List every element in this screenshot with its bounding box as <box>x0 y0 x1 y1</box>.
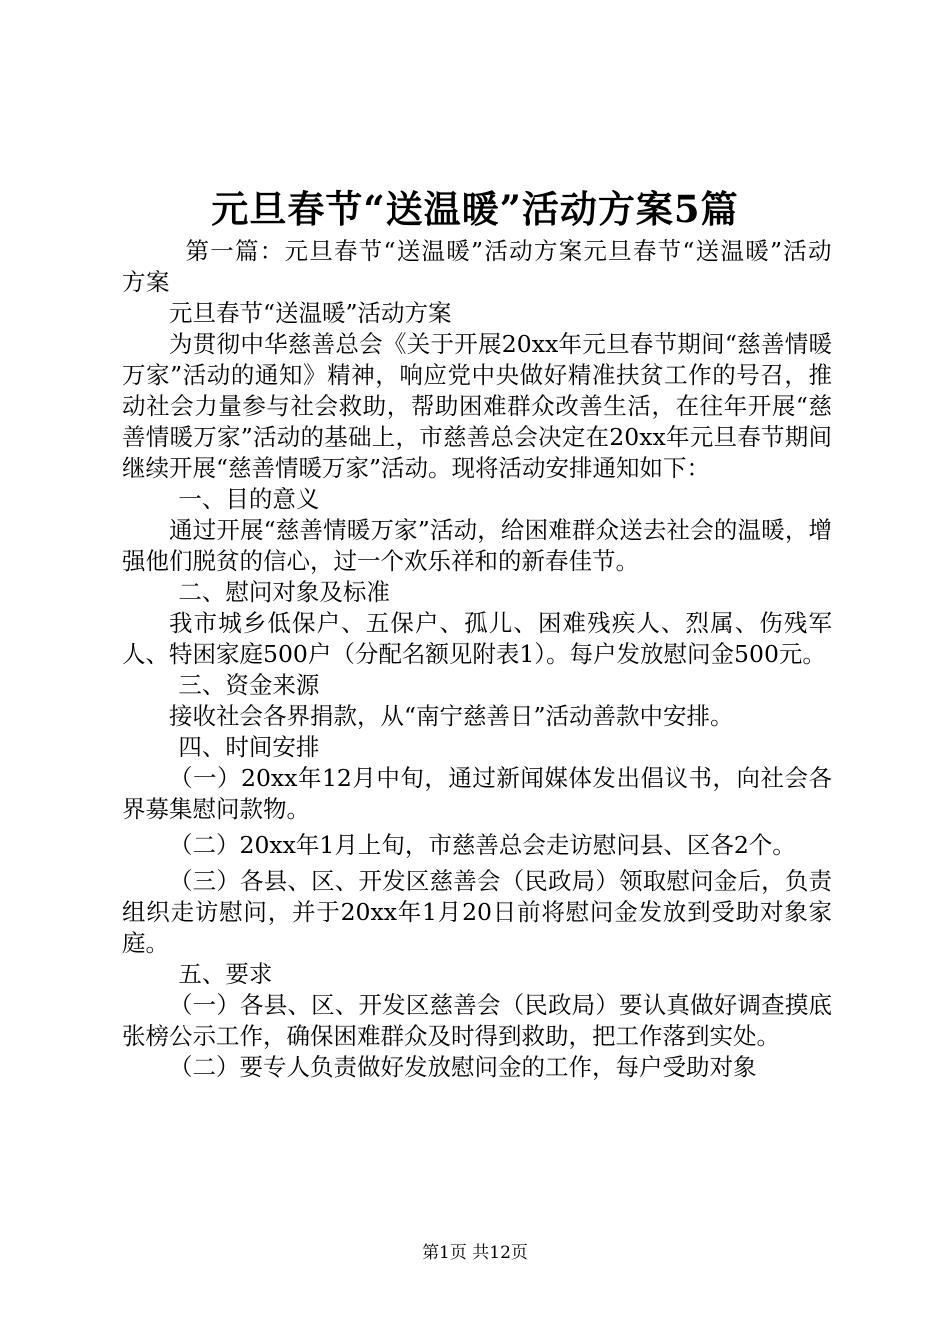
section-heading-targets: 二、慰问对象及标准 <box>178 578 390 606</box>
section-heading-schedule: 四、时间安排 <box>178 733 320 761</box>
paragraph-schedule-2: （二）20xx年1月上旬，市慈善总会走访慰问县、区各2个。 <box>169 831 796 859</box>
paragraph-schedule-1: （一）20xx年12月中旬，通过新闻媒体发出倡议书，向社会各界募集慰问款物。 <box>122 764 832 823</box>
page-footer: 第1页 共12页 <box>422 1243 528 1263</box>
paragraph-funding: 接收社会各界捐款，从“南宁慈善日”活动善款中安排。 <box>169 702 734 730</box>
document-title: 元旦春节“送温暖”活动方案5篇 <box>211 187 739 231</box>
paragraph-purpose: 通过开展“慈善情暖万家”活动，给困难群众送去社会的温暖，增强他们脱贫的信心，过一个欢乐祥和的新春佳节。 <box>122 516 832 575</box>
paragraph-targets: 我市城乡低保户、五保户、孤儿、困难残疾人、烈属、伤残军人、特困家庭500户（分配名额见附表1）。每户发放慰问金500元。 <box>122 609 832 668</box>
paragraph-first-heading: 第一篇：元旦春节“送温暖”活动方案元旦春节“送温暖”活动方案 <box>122 237 832 296</box>
section-heading-funding: 三、资金来源 <box>178 671 320 699</box>
paragraph-requirement-2: （二）要专人负责做好发放慰问金的工作，每户受助对象 <box>169 1053 757 1081</box>
section-heading-requirements: 五、要求 <box>178 960 273 988</box>
document-body <box>122 236 832 1083</box>
paragraph-schedule-3: （三）各县、区、开发区慈善会（民政局）领取慰问金后，负责组织走访慰问，并于20xx年1月20日前将慰问金发放到受助对象家庭。 <box>122 867 832 957</box>
paragraph-requirement-1: （一）各县、区、开发区慈善会（民政局）要认真做好调查摸底张榜公示工作，确保困难群众及时得到救助，把工作落到实处。 <box>122 991 832 1050</box>
paragraph-intro: 为贯彻中华慈善总会《关于开展20xx年元旦春节期间“慈善情暖万家”活动的通知》精神，响应党中央做好精准扶贫工作的号召，推动社会力量参与社会救助，帮助困难群众改善生活，在往年开展“慈善情暖万家”活动的基础上，市慈善总会决定在20xx年元旦春节期间继续开展“慈善情暖万家”活动。现将活动安排通知如下： <box>122 330 832 482</box>
paragraph-subtitle: 元旦春节“送温暖”活动方案 <box>169 299 452 327</box>
section-heading-purpose: 一、目的意义 <box>178 485 320 513</box>
